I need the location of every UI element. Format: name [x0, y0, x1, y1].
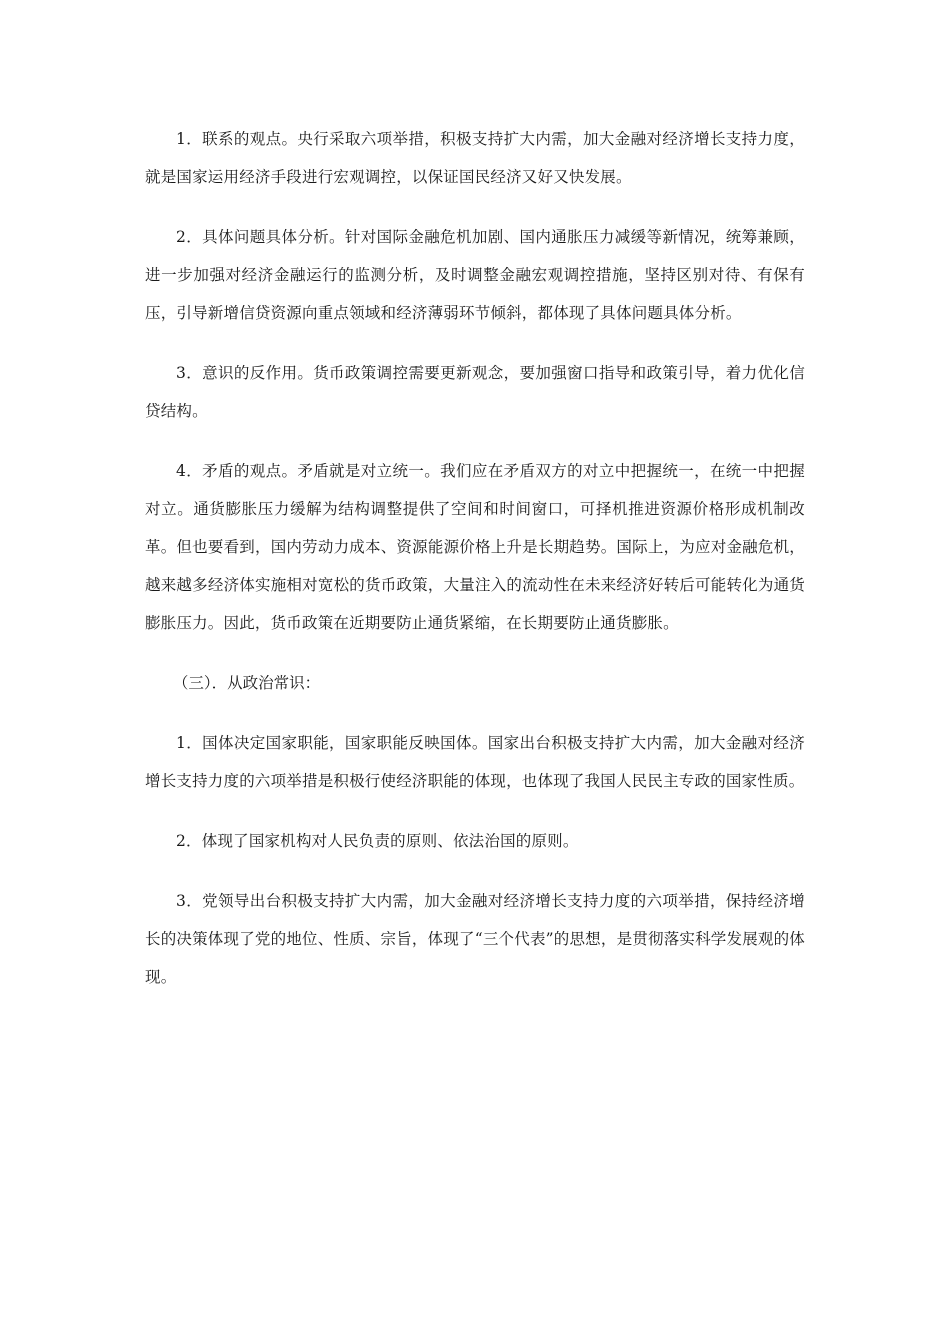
section-heading-politics: （三）．从政治常识：	[172, 674, 321, 692]
paragraph-party-leadership: 3．党领导出台积极支持扩大内需，加大金融对经济增长支持力度的六项举措，保持经济增长的决策体现了党的地位、性质、宗旨，体现了“三个代表”的思想，是贯彻落实科学发展观的体现。	[145, 892, 805, 986]
paragraph-gap	[145, 430, 805, 452]
paragraph-gap	[145, 332, 805, 354]
paragraph-state-function: 1．国体决定国家职能，国家职能反映国体。国家出台积极支持扩大内需，加大金融对经济增长支持力度的六项举措是积极行使经济职能的体现，也体现了我国人民民主专政的国家性质。	[145, 734, 805, 790]
paragraph-gap	[145, 800, 805, 822]
paragraph-gap	[145, 642, 805, 664]
paragraph-connection-view: 1．联系的观点。央行采取六项举措，积极支持扩大内需，加大金融对经济增长支持力度，就是国家运用经济手段进行宏观调控，以保证国民经济又好又快发展。	[145, 130, 805, 186]
paragraph-concrete-analysis: 2．具体问题具体分析。针对国际金融危机加剧、国内通胀压力减缓等新情况，统筹兼顾，进一步加强对经济金融运行的监测分析，及时调整金融宏观调控措施，坚持区别对待、有保有压，引导新增信贷资源向重点领域和经济薄弱环节倾斜，都体现了具体问题具体分析。	[145, 228, 805, 322]
document-page	[145, 120, 805, 996]
paragraph-gap	[145, 702, 805, 724]
paragraph-contradiction-view: 4．矛盾的观点。矛盾就是对立统一。我们应在矛盾双方的对立中把握统一，在统一中把握对立。通货膨胀压力缓解为结构调整提供了空间和时间窗口，可择机推进资源价格形成机制改革。但也要看到，国内劳动力成本、资源能源价格上升是长期趋势。国际上，为应对金融危机，越来越多经济体实施相对宽松的货币政策，大量注入的流动性在未来经济好转后可能转化为通货膨胀压力。因此，货币政策在近期要防止通货紧缩，在长期要防止通货膨胀。	[145, 462, 805, 632]
paragraph-gap	[145, 860, 805, 882]
paragraph-gap	[145, 196, 805, 218]
paragraph-state-organ-principle: 2．体现了国家机构对人民负责的原则、依法治国的原则。	[176, 832, 579, 850]
paragraph-consciousness-reaction: 3．意识的反作用。货币政策调控需要更新观念，要加强窗口指导和政策引导，着力优化信贷结构。	[145, 364, 805, 420]
